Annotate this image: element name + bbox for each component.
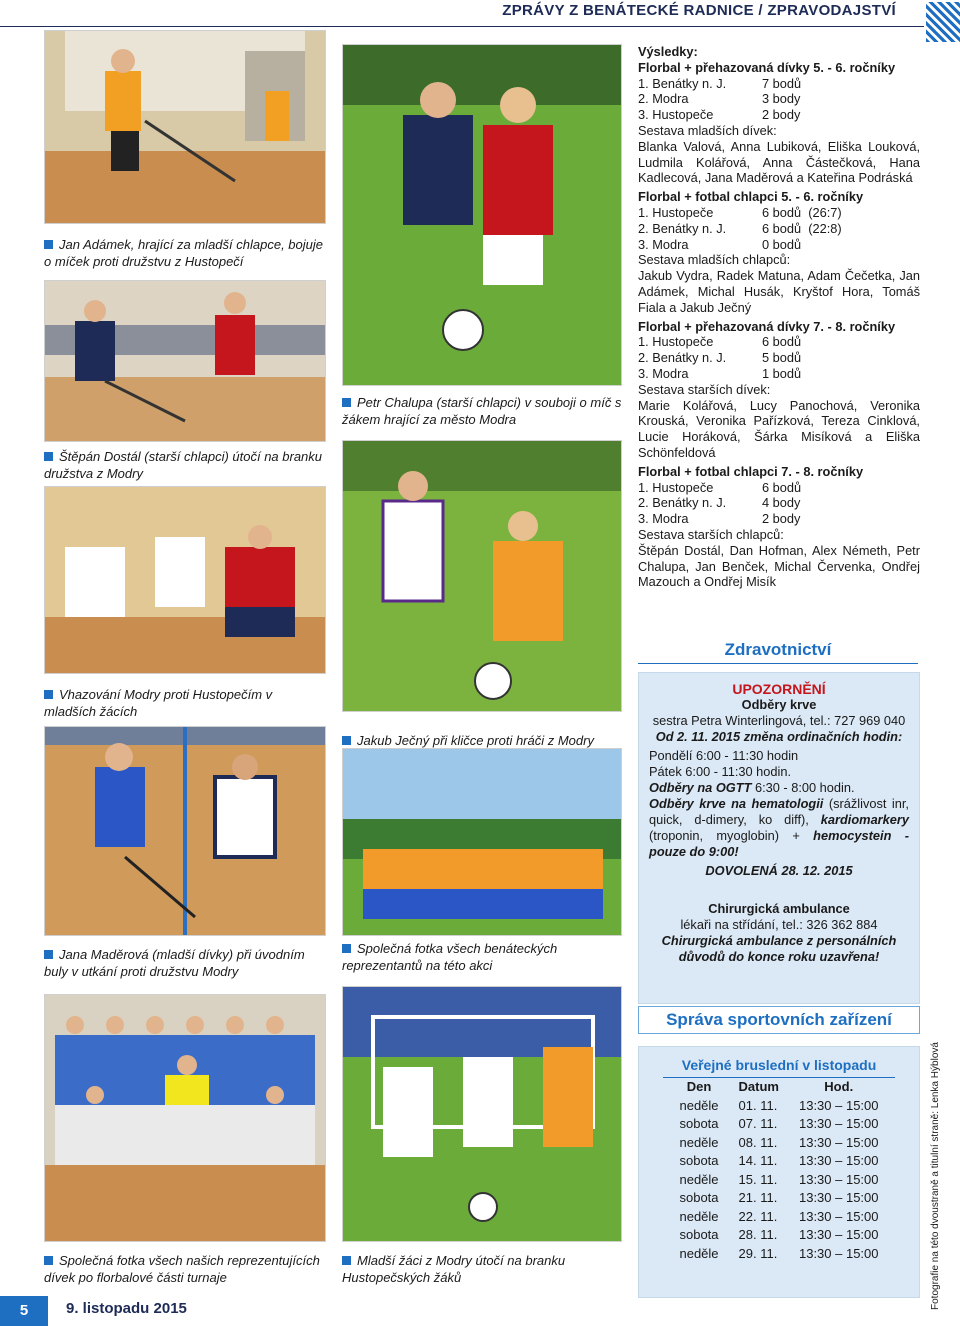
- header-rule: [0, 26, 928, 27]
- caption-bullet: [342, 736, 351, 745]
- table-row: sobota 28. 11. 13:30 – 15:00: [679, 1227, 879, 1242]
- group-title: Florbal + přehazovaná dívky 7. - 8. ročníky: [638, 318, 896, 334]
- roster-text: Štěpán Dostál, Dan Hofman, Alex Németh, Petr Chalupa, Jan Benček, Michal Červenka, Ondřej Mazouch a Ondřej Misík: [638, 542, 920, 590]
- caption-bullet: [44, 240, 53, 249]
- caption-chalupa: [342, 394, 624, 428]
- results-group-2: [638, 189, 920, 315]
- caption-spolecna-benatky: [342, 940, 624, 974]
- photo-credit-text: Fotografie na této dvoustraně a titulní straně: Lenka Hýblová: [930, 1042, 941, 1310]
- roster-title: Sestava mladších chlapců:: [638, 252, 791, 268]
- caption-text: Jana Maděrová (mladší dívky) při úvodním buly v utkání proti družstvu Modry: [44, 947, 305, 979]
- caption-text: Jan Adámek, hrající za mladší chlapce, bojuje o míček proti družstvu z Hustopečí: [44, 237, 323, 269]
- table-header-row: [669, 1078, 888, 1097]
- caption-maderova: [44, 946, 326, 980]
- chirurgie-title: Chirurgická ambulance: [708, 901, 850, 916]
- photo-floorball-adamek: [44, 30, 326, 224]
- results-group-3: [638, 319, 920, 461]
- photo-floorball-maderova: [44, 726, 326, 936]
- caption-spolecna-divky: [44, 1252, 326, 1286]
- table-row: neděle 01. 11. 13:30 – 15:00: [679, 1097, 879, 1113]
- caption-text: Vhazování Modry proti Hustopečím v mladších žácích: [44, 687, 273, 719]
- pondeli-hours: Pondělí 6:00 - 11:30 hodin: [649, 748, 799, 763]
- photo-credit: [928, 1042, 948, 1310]
- caption-bullet: [342, 944, 351, 953]
- photo-football-chalupa: [342, 44, 622, 386]
- caption-text: Jakub Ječný při kličce proti hráči z Modry: [357, 733, 594, 748]
- result-row: 3. Modra 2 body: [638, 511, 801, 527]
- result-row: 3. Modra 0 bodů: [638, 236, 802, 252]
- photo-football-modra-attack: [342, 986, 622, 1242]
- photo-floorball-dostal: [44, 280, 326, 442]
- table-row: sobota 14. 11. 13:30 – 15:00: [679, 1153, 879, 1168]
- sestra-contact: sestra Petra Winterlingová, tel.: 727 969 040: [652, 713, 906, 728]
- roster-text: Marie Kolářová, Lucy Panochová, Veronika Krouská, Veronika Pařízková, Tereza Cinklová, Lucie Horáková, Šárka Misíková a Eliška Schönfeldová: [638, 397, 920, 460]
- result-row: 1. Hustopeče 6 bodů: [638, 334, 802, 350]
- caption-bullet: [44, 452, 53, 461]
- corner-ornament: [924, 2, 960, 42]
- results-group-4: [638, 464, 920, 590]
- sprava-title: Správa sportovních zařízení: [638, 1006, 920, 1034]
- bruslení-table: [669, 1078, 888, 1263]
- table-row: neděle 08. 11. 13:30 – 15:00: [679, 1134, 879, 1150]
- caption-vhazovani: [44, 686, 326, 720]
- ogtt-line: Odběry na OGTT 6:30 - 8:00 hodin.: [649, 780, 855, 795]
- dovolena: DOVOLENÁ 28. 12. 2015: [705, 863, 853, 878]
- upozorneni-label: UPOZORNĚNÍ: [732, 681, 826, 697]
- roster-title: Sestava starších chlapců:: [638, 526, 784, 542]
- caption-bullet: [342, 1256, 351, 1265]
- result-row: 3. Hustopeče 2 body: [638, 107, 801, 123]
- result-row: 3. Modra 1 bodů: [638, 365, 802, 381]
- bruslení-box: [638, 1046, 920, 1298]
- roster-text: Blanka Valová, Anna Lubiková, Eliška Louková, Ludmila Kolářová, Anna Částečková, Hana Kadlecová, Jana Maděrová a Kateřina Podráská: [638, 138, 920, 186]
- result-row: 2. Benátky n. J. 6 bodů (22:8): [638, 220, 842, 236]
- group-title: Florbal + přehazovaná dívky 5. - 6. ročníky: [638, 59, 896, 75]
- header-datum: Datum: [738, 1079, 779, 1094]
- caption-text: Štěpán Dostál (starší chlapci) útočí na branku družstva z Modry: [44, 449, 323, 481]
- caption-text: Petr Chalupa (starší chlapci) v souboji o míč s žákem hrající za město Modra: [342, 395, 622, 427]
- table-row: neděle 15. 11. 13:30 – 15:00: [679, 1171, 879, 1187]
- result-row: 2. Benátky n. J. 5 bodů: [638, 350, 802, 366]
- photo-benatky-team: [342, 748, 622, 936]
- caption-jecny: [342, 732, 624, 749]
- zmena-hodin: Od 2. 11. 2015 změna ordinačních hodin:: [655, 729, 903, 744]
- chirurgie-notice: Chirurgická ambulance z personálních důvodů do konce roku uzavřena!: [661, 933, 897, 964]
- issue-date: 9. listopadu 2015: [66, 1300, 187, 1317]
- roster-title: Sestava starších dívek:: [638, 381, 771, 397]
- result-row: 2. Benátky n. J. 4 body: [638, 495, 801, 511]
- caption-adamek: [44, 236, 326, 270]
- roster-text: Jakub Vydra, Radek Matuna, Adam Čečetka, Jan Adámek, Michal Husák, Kryštof Hora, Tomáš Fiala a Jakub Ječný: [638, 268, 920, 315]
- result-row: 1. Hustopeče 6 bodů: [638, 479, 802, 495]
- result-row: 2. Modra 3 body: [638, 91, 801, 107]
- results-section: [638, 44, 920, 593]
- caption-bullet: [44, 1256, 53, 1265]
- header-hod: Hod.: [824, 1079, 854, 1094]
- caption-bullet: [342, 398, 351, 407]
- result-row: 1. Benátky n. J. 7 bodů: [638, 75, 802, 91]
- patek-hours: Pátek 6:00 - 11:30 hodin.: [649, 764, 792, 779]
- zdravotnictvi-box: [638, 672, 920, 1004]
- hematologie-text: Odběry krve na hematologii (srážlivost inr, quick, d-dimery, ko diff), kardiomarkery (troponin, myoglobin) + hemocystein - pouze do 9:00!: [649, 796, 909, 859]
- table-row: neděle 22. 11. 13:30 – 15:00: [679, 1208, 879, 1224]
- result-row: 1. Hustopeče 6 bodů (26:7): [638, 204, 842, 220]
- table-row: sobota 21. 11. 13:30 – 15:00: [679, 1190, 879, 1205]
- odbery-title: Odběry krve: [741, 697, 817, 712]
- group-title: Florbal + fotbal chlapci 7. - 8. ročníky: [638, 463, 864, 479]
- roster-title: Sestava mladších dívek:: [638, 122, 777, 138]
- caption-text: Společná fotka všech našich reprezentujících dívek po florbalové části turnaje: [44, 1253, 320, 1285]
- caption-text: Mladší žáci z Modry útočí na branku Hustopečských žáků: [342, 1253, 566, 1285]
- caption-bullet: [44, 690, 53, 699]
- table-row: sobota 07. 11. 13:30 – 15:00: [679, 1116, 879, 1131]
- results-heading: Výsledky:: [638, 44, 698, 59]
- photo-football-jecny: [342, 440, 622, 712]
- bruslení-title: Veřejné bruslední v listopadu: [681, 1057, 877, 1073]
- photo-floorball-faceoff: [44, 486, 326, 674]
- caption-bullet: [44, 950, 53, 959]
- header-den: Den: [686, 1079, 712, 1094]
- caption-text: Společná fotka všech benáteckých reprezentantů na této akci: [342, 941, 558, 973]
- photo-girls-team: [44, 994, 326, 1242]
- group-title: Florbal + fotbal chlapci 5. - 6. ročníky: [638, 189, 864, 205]
- page-number: 5: [0, 1296, 48, 1326]
- table-row: neděle 29. 11. 13:30 – 15:00: [679, 1245, 879, 1261]
- chirurgie-contact: lékaři na střídání, tel.: 326 362 884: [680, 917, 878, 932]
- zdravotnictvi-title: Zdravotnictví: [638, 640, 918, 664]
- results-group-1: [638, 60, 920, 186]
- page-header-title: ZPRÁVY Z BENÁTECKÉ RADNICE / ZPRAVODAJSTVÍ: [502, 2, 896, 19]
- caption-dostal: [44, 448, 326, 482]
- caption-mladsi-modra: [342, 1252, 624, 1286]
